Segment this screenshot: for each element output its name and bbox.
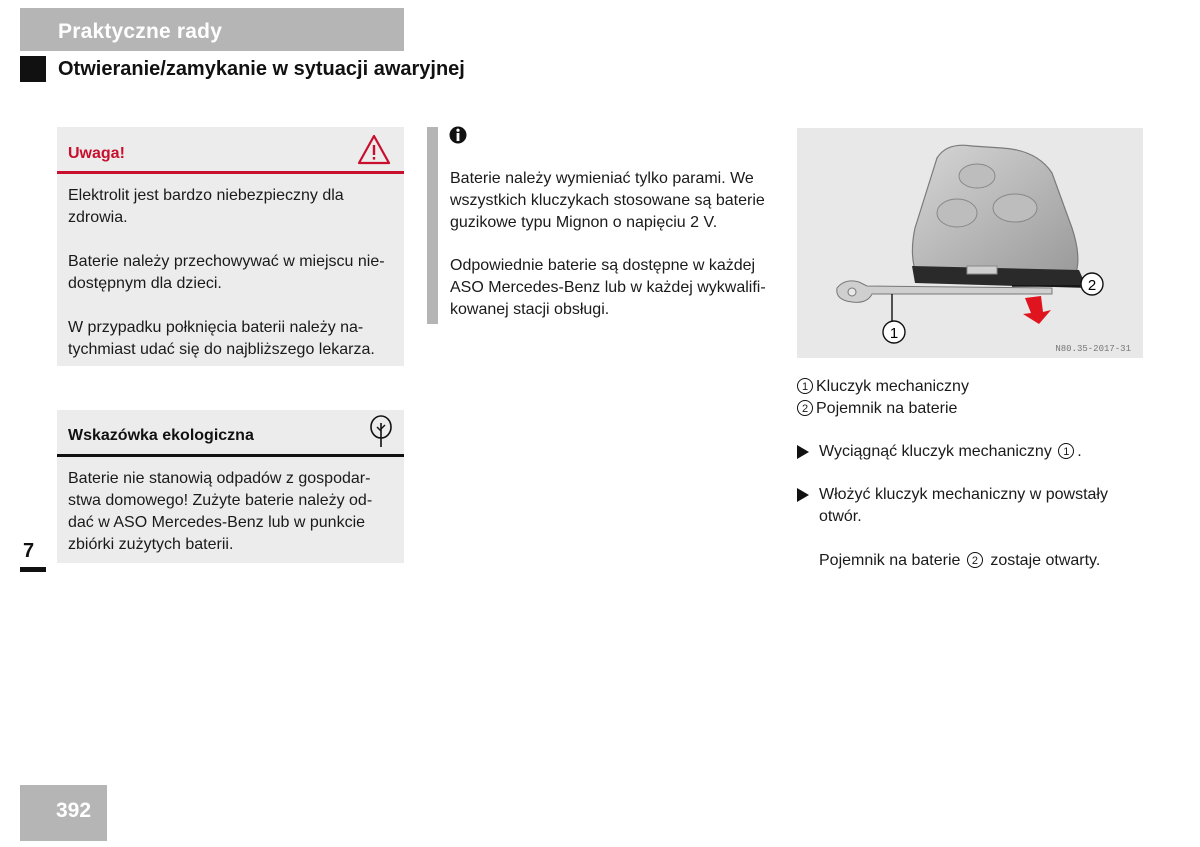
chapter-number: 7 [23, 540, 35, 562]
page-number: 392 [56, 799, 92, 822]
page-number-tab [20, 785, 107, 841]
eco-tip-box [57, 410, 404, 563]
result-ref: 2 [967, 552, 983, 568]
eco-heading: Wskazówka ekologiczna [68, 427, 254, 444]
key-drawing [797, 128, 1143, 358]
page-title: Otwieranie/zamykanie w sytuacji awaryjnej [58, 58, 465, 80]
eco-text-line: Baterie nie stanowią odpadów z gospodar- [68, 470, 371, 487]
eco-divider [57, 454, 404, 457]
warning-box [57, 127, 404, 366]
step-1-end: . [1077, 443, 1082, 460]
warning-text-line: Baterie należy przechowywać w miejscu nie- [68, 253, 385, 270]
result-line [819, 550, 1100, 572]
info-text-line: wszystkich kluczykach stosowane są baterie [450, 192, 765, 209]
legend-number: 2 [797, 400, 813, 416]
warning-text-line: W przypadku połknięcia baterii należy na- [68, 319, 364, 336]
info-text-line: guzikowe typu Mignon o napięciu 2 V. [450, 214, 718, 231]
section-tab [20, 8, 404, 51]
eco-text-line: dać w ASO Mercedes-Benz lub w punkcie [68, 514, 366, 531]
step-1 [819, 441, 1082, 463]
legend-item [797, 376, 969, 398]
info-text-line: Baterie należy wymieniać tylko parami. We [450, 170, 754, 187]
legend-text: Pojemnik na baterie [816, 400, 958, 417]
step-2-line: otwór. [819, 508, 862, 525]
info-sidebar [427, 127, 438, 324]
section-label: Praktyczne rady [58, 20, 223, 43]
result-end: zostaje otwarty. [990, 552, 1101, 569]
result-text: Pojemnik na baterie [819, 552, 961, 569]
eco-text-line: stwa domowego! Zużyte baterie należy od- [68, 492, 373, 509]
warning-triangle-icon [357, 134, 391, 166]
warning-text-line: dostępnym dla dzieci. [68, 275, 222, 292]
warning-text-line: tychmiast udać się do najbliższego lekarza. [68, 341, 375, 358]
warning-divider [57, 171, 404, 174]
callout-2-label: 2 [1087, 277, 1097, 294]
key-illustration [797, 128, 1143, 358]
callout-1-label: 1 [889, 325, 899, 342]
legend-text: Kluczyk mechaniczny [816, 378, 969, 395]
legend-item [797, 398, 957, 420]
warning-text-line: zdrowia. [68, 209, 128, 226]
warning-text-line: Elektrolit jest bardzo niebezpieczny dla [68, 187, 344, 204]
warning-heading: Uwaga! [68, 145, 125, 162]
step-arrow-icon [797, 445, 809, 459]
info-text-line: kowanej stacji obsługi. [450, 301, 610, 318]
info-icon [449, 124, 467, 146]
step-1-text: Wyciągnąć kluczyk mechaniczny [819, 443, 1052, 460]
legend-number: 1 [797, 378, 813, 394]
title-marker [20, 56, 46, 82]
step-1-ref: 1 [1058, 443, 1074, 459]
info-text-line: ASO Mercedes-Benz lub w każdej wykwalifi- [450, 279, 766, 296]
chapter-bar [20, 567, 46, 572]
info-text-line: Odpowiednie baterie są dostępne w każdej [450, 257, 756, 274]
figure-reference: N80.35-2017-31 [1055, 344, 1131, 354]
chapter-marker [20, 538, 46, 572]
tree-icon [368, 414, 394, 448]
step-arrow-icon [797, 488, 809, 502]
eco-text-line: zbiórki zużytych baterii. [68, 536, 234, 553]
step-2-line: Włożyć kluczyk mechaniczny w powstały [819, 486, 1108, 503]
